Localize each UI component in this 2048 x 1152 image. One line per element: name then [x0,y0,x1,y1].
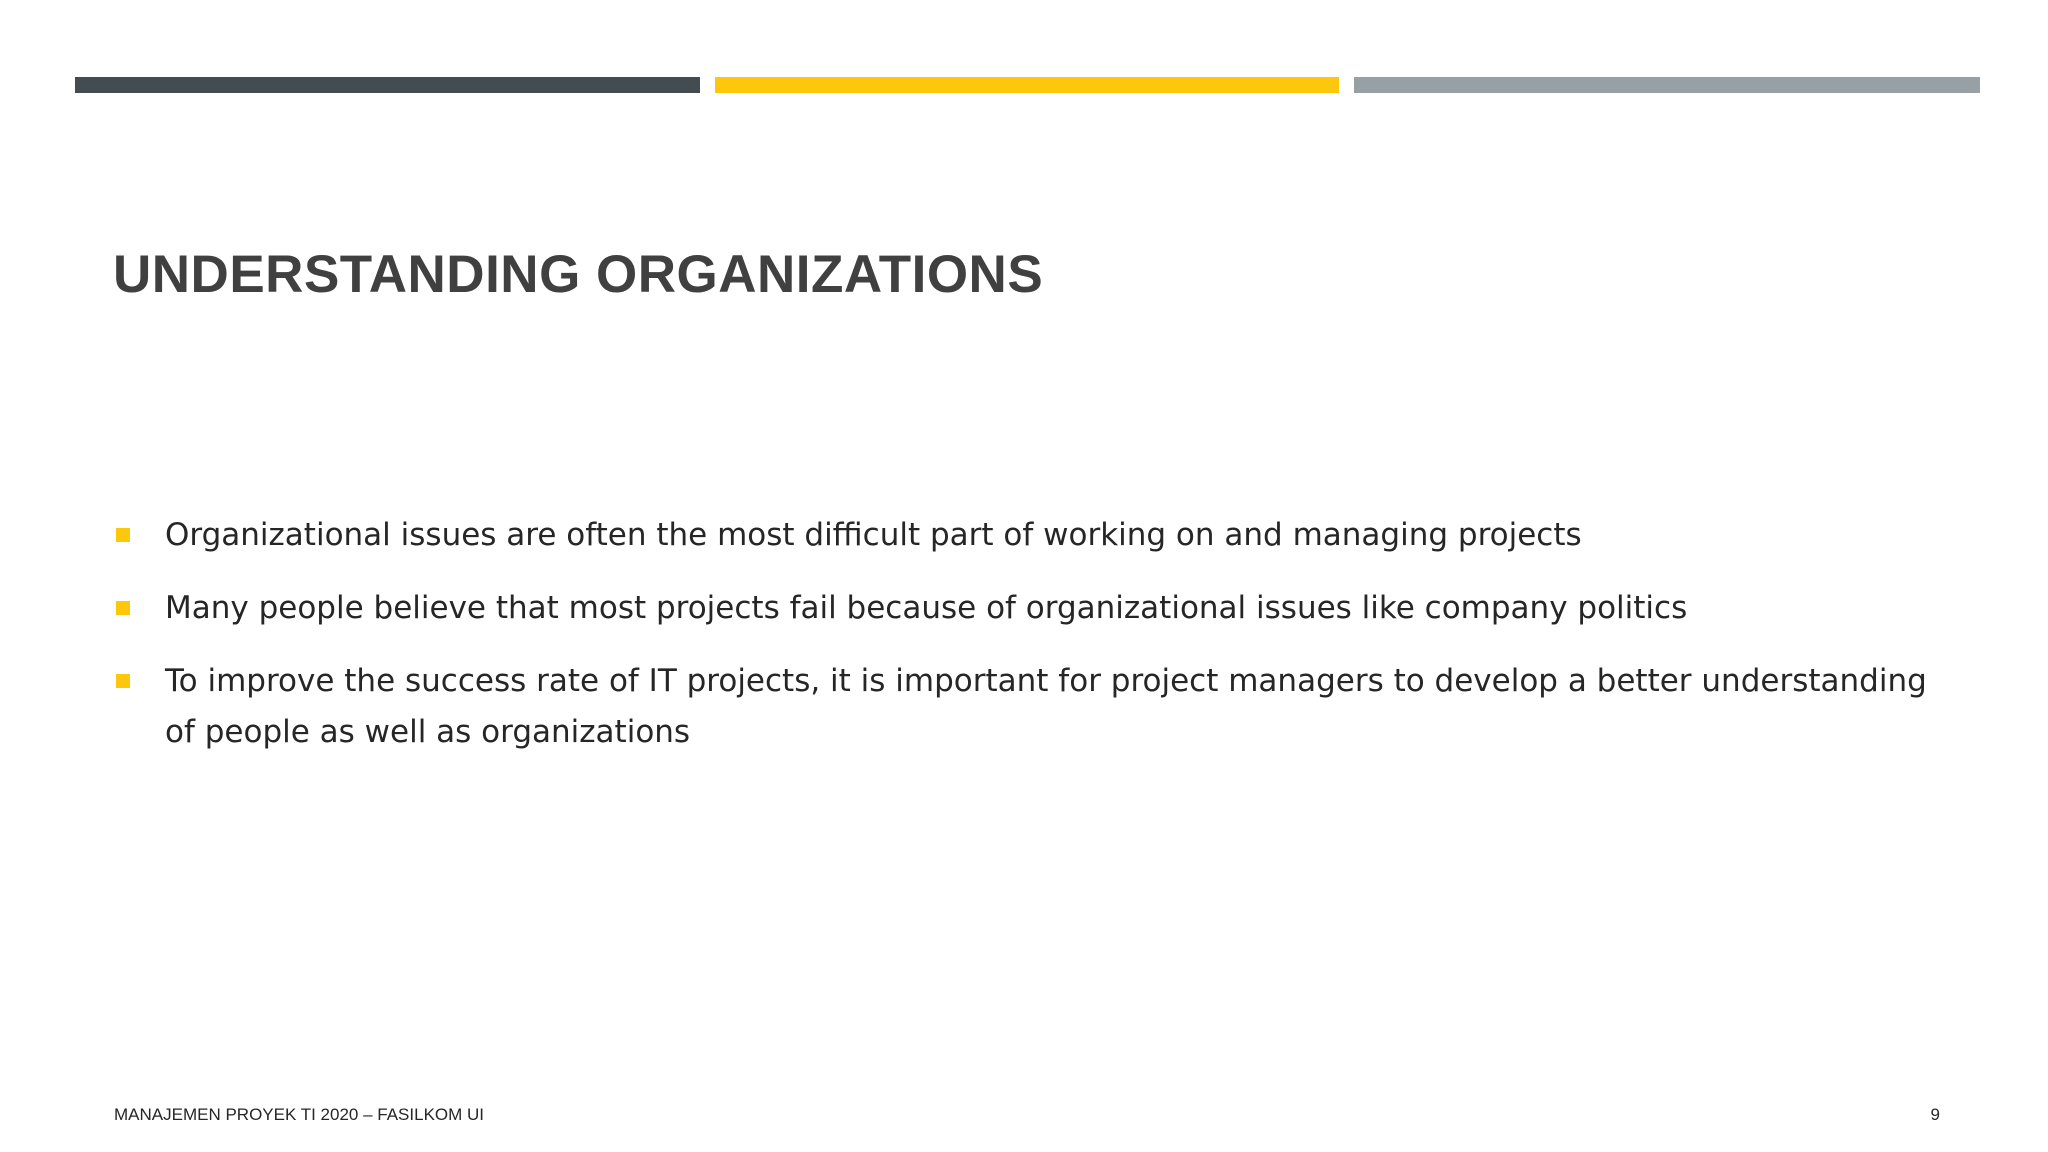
bullet-text: Organizational issues are often the most difficult part of working on and managing projects [165,517,1582,553]
bullet-item [113,510,1943,561]
footer-text: MANAJEMEN PROYEK TI 2020 – FASILKOM UI [114,1105,485,1124]
bullet-text: Many people believe that most projects fail because of organizational issues like company politics [165,590,1688,626]
bullet-list [113,510,1943,780]
top-accent-bar-dark [75,77,700,93]
top-accent-bar-gray [1354,77,1980,93]
square-bullet-icon [116,601,130,615]
square-bullet-icon [116,674,130,688]
bullet-text: To improve the success rate of IT projects, it is important for project managers to develop a better understanding of people as well as organizations [165,663,1927,750]
bullet-item [113,583,1943,634]
slide-title: UNDERSTANDING ORGANIZATIONS [113,245,1044,304]
bullet-item [113,656,1943,758]
square-bullet-icon [116,528,130,542]
page-number: 9 [1930,1105,1940,1124]
top-accent-bar-yellow [715,77,1339,93]
